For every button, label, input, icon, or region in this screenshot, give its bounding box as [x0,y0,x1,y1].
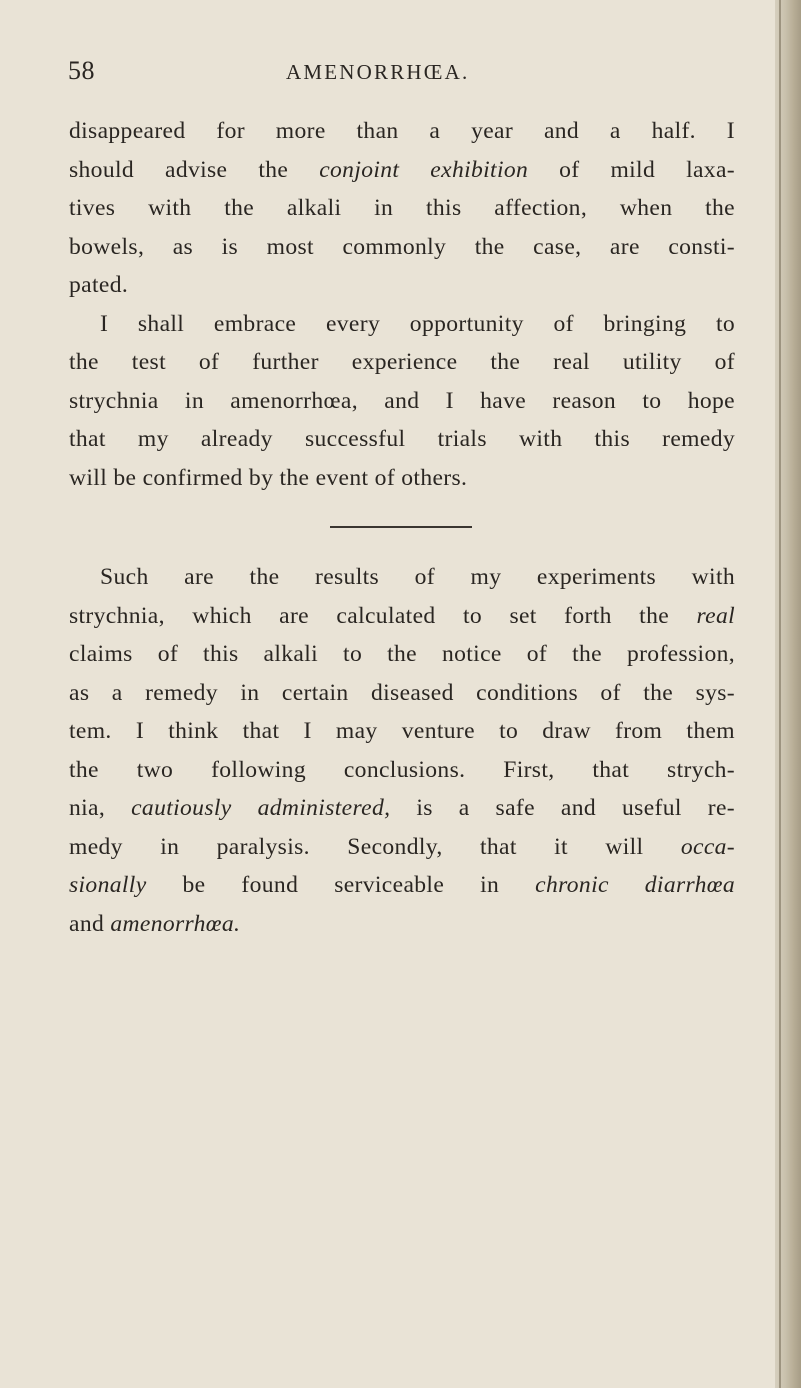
text-span: nia, [69,795,132,821]
text-line [69,151,735,190]
text-line: strychnia in amenorrhœa, and I have reason to hope [69,387,735,414]
text-line: bowels, as is most commonly the case, are consti- [69,233,735,260]
text-line: I shall embrace every opportunity of bringing to [100,310,735,337]
text-line: tem. I think that I may venture to draw from them [69,718,735,744]
italic-phrase: conjoint exhibition [319,156,529,183]
text-line: as a remedy in certain diseased conditions of the sys- [69,679,735,706]
italic-word: amenorrhœa. [110,910,241,937]
text-line: that my already successful trials with this remedy [69,426,735,452]
text-span: and [69,910,111,937]
italic-phrase: cautiously administered, [131,795,391,821]
italic-word: sionally [69,872,147,898]
text-line [69,905,735,944]
text-line [69,828,735,867]
text-span: strychnia, which are calculated to set forth the [69,602,697,629]
section-first-part [69,112,735,497]
text-span: medy in paralysis. Secondly, that it will [69,833,681,860]
italic-word: occa- [680,833,735,860]
text-span: of mild laxa- [528,156,735,183]
text-line [69,789,735,828]
text-line: the two following conclusions. First, that strych- [69,756,735,783]
text-span: should advise the [69,156,320,183]
italic-word: real [696,602,735,629]
text-span: is a safe and useful re- [390,795,735,821]
text-line [69,597,735,636]
section-divider-rule [330,526,472,528]
text-line: pated. [69,272,129,298]
text-line: Such are the results of my experiments with [100,564,735,590]
section-conclusions [69,558,735,943]
text-line: will be confirmed by the event of others. [69,464,468,491]
page-number: 58 [68,56,95,85]
text-line: disappeared for more than a year and a half. I [69,118,735,144]
page-edge-line [779,0,781,1388]
page-header [68,56,758,86]
text-line [69,866,735,905]
italic-phrase: chronic diarrhœa [535,872,735,898]
text-span: be found serviceable in [146,872,536,898]
text-line: tives with the alkali in this affection, when the [69,195,735,221]
text-line: the test of further experience the real utility of [69,349,735,375]
running-head: AMENORRHŒA. [286,60,470,84]
text-line: claims of this alkali to the notice of the profession, [69,641,735,667]
